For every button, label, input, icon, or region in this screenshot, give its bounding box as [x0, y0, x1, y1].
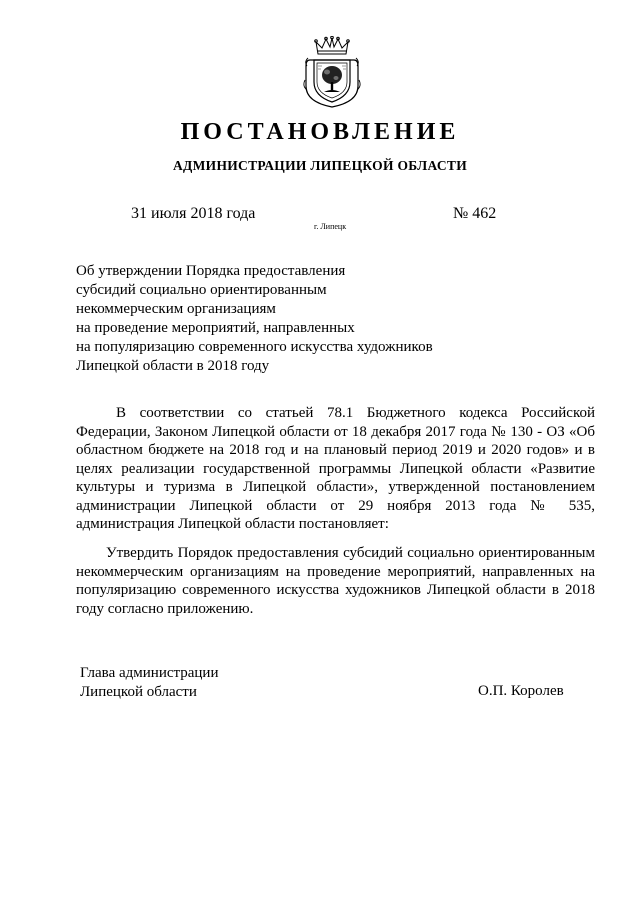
subject-line: некоммерческим организациям — [76, 301, 276, 317]
document-title: ПОСТАНОВЛЕНИЕ — [180, 119, 460, 145]
document-date: 31 июля 2018 года — [131, 205, 256, 222]
subject-line: Липецкой области в 2018 году — [76, 358, 270, 374]
document-number: № 462 — [453, 205, 497, 222]
issuing-authority: АДМИНИСТРАЦИИ ЛИПЕЦКОЙ ОБЛАСТИ — [172, 158, 468, 173]
signatory-position — [80, 664, 218, 702]
document-place: г. Липецк — [314, 222, 347, 231]
subject-line: на популяризацию современного искусства художников — [76, 339, 433, 355]
signatory-name: О.П. Королев — [478, 683, 564, 699]
subject-line: на проведение мероприятий, направленных — [76, 320, 355, 336]
resolution-paragraph: Утвердить Порядок предоставления субсидий социально ориентированным некоммерческим организациям на проведение мероприятий, направленных на популяризацию современного искусства художников Липецкой области в 2018 году согласно приложению. — [76, 545, 595, 617]
preamble-paragraph: В соответствии со статьей 78.1 Бюджетного кодекса Российской Федерации, Законом Липецкой области от 18 декабря 2017 года № 130 - ОЗ «Об областном бюджете на 2018 год и на плановый период 2019 и 2020 годов» и в целях реализации государственной программы Липецкой области «Развитие культуры и туризма в Липецкой области», утвержденной постановлением администрации Липецкой области от 29 ноября 2013 года № 535, администрация Липецкой области постановляет: — [76, 405, 595, 532]
lipetsk-coat-of-arms-icon — [302, 36, 362, 108]
document-subject — [76, 262, 516, 376]
signatory-position-line: Глава администрации — [80, 665, 219, 681]
signatory-position-line: Липецкой области — [80, 684, 197, 700]
subject-line: субсидий социально ориентированным — [76, 282, 327, 298]
subject-line: Об утверждении Порядка предоставления — [76, 263, 346, 279]
